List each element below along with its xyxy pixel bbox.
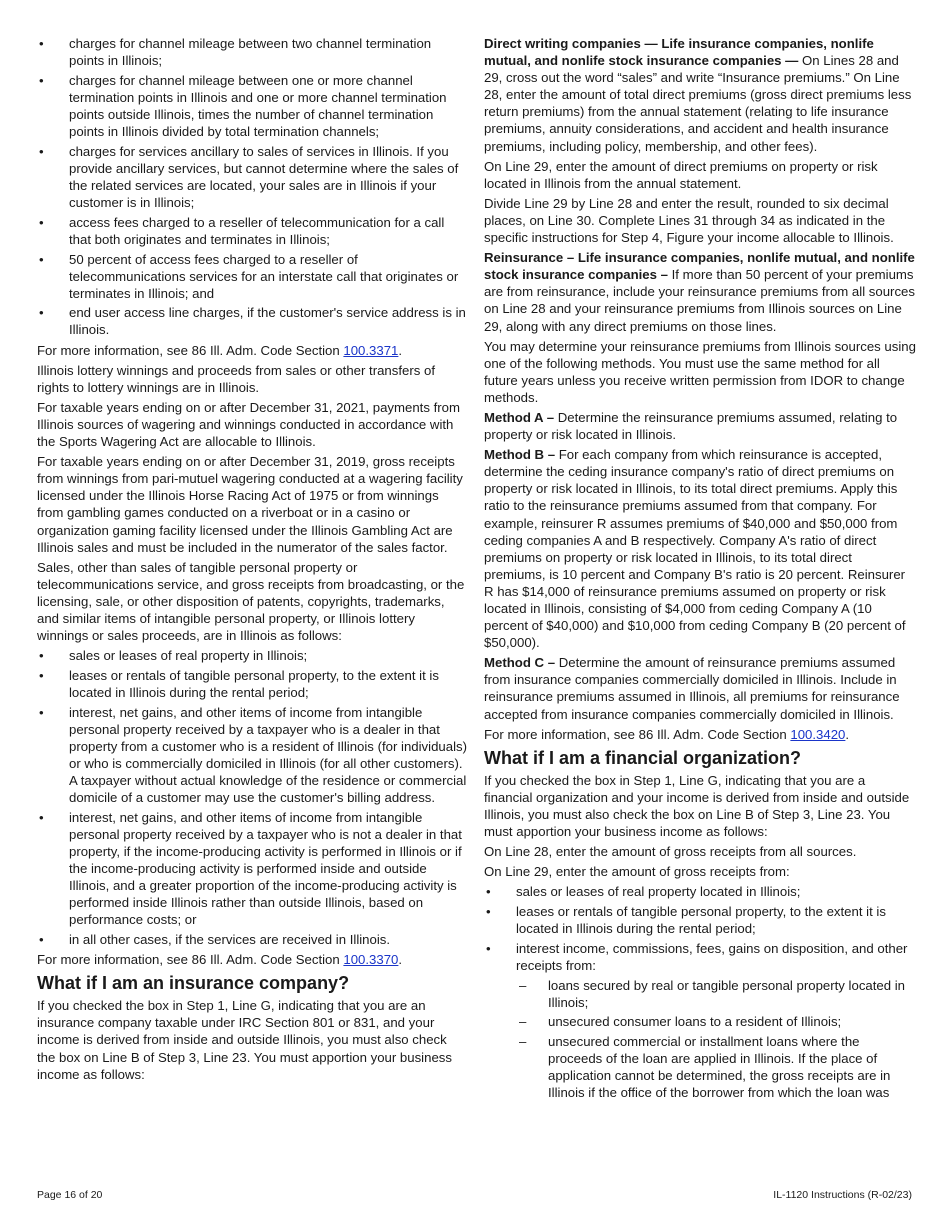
list-item: • sales or leases of real property in Illinois; — [37, 647, 467, 664]
more-info-suffix: . — [398, 952, 403, 968]
line28-gross-paragraph: On Line 28, enter the amount of gross receipts from all sources. — [484, 844, 857, 860]
list-item: • charges for services ancillary to sales of services in Illinois. If you provide ancillary services, but cannot determine where the sales of the related services are located, your sales are in Illinois if your customer is in Illinois; — [37, 143, 467, 211]
method-b-paragraph — [484, 446, 916, 651]
more-info-100-3370 — [37, 951, 467, 968]
pari-mutuel-paragraph: For taxable years ending on or after December 31, 2019, gross receipts from winnings from pari-mutuel wagering conducted at a wagering facility licensed under the Illinois Horse Racing Act of 1975 or from winnings from gambling games conducted on a riverboat or in a casino or organization gaming facility licensed under the Illinois Gambling Act are Illinois sales and must be included in the numerator of the sales factor. — [37, 454, 463, 555]
method-c-paragraph — [484, 654, 916, 722]
list-item: • sales or leases of real property located in Illinois; — [484, 883, 916, 900]
method-b-text: For each company from which reinsurance is accepted, determine the ceding insurance company's ratio of direct premiums on property or risk located in Illinois, to its total direct premiums. Apply this ratio to the reinsurance premiums assumed from that company. For example, reinsurer R assumes premiums of $40,000 and $50,000 from ceding companies A and B respectively. Company A's ratio of direct premiums on property or risk located in Illinois, to its total direct premiums, is 10 percent and Company B's ratio is 20 percent. Reinsurer R has $14,000 of reinsurance premiums assumed on property or risk located in Illinois, consisting of $4,000 from ceding Company A (10 percent of $40,000) and $10,000 from ceding Company B (20 percent of $50,000). — [484, 447, 906, 651]
more-info-suffix: . — [845, 726, 850, 742]
list-item: • interest, net gains, and other items of income from intangible personal property received by a taxpayer who is not a dealer in that property, if the income-producing activity is performed in Illinois or if the income-producing activity is performed inside and outside Illinois, and a greater proportion of the income-producing activity is performed inside Illinois rather than outside Illinois, based on performance costs; or — [37, 809, 467, 929]
method-b-label: Method B – — [484, 447, 556, 463]
more-info-text: For more information, see 86 Ill. Adm. Code Section — [484, 726, 791, 742]
list-item: • charges for channel mileage between two channel termination points in Illinois; — [37, 35, 467, 69]
sales-other-paragraph: Sales, other than sales of tangible personal property or telecommunications service, and gross receipts from broadcasting, or the licensing, sale, or other disposition of patents, copyrights, trademarks, and similar items of intangible personal property, or Illinois lottery winnings or sales proceeds, are in Illinois as follows: — [37, 559, 465, 644]
list-item — [484, 940, 916, 1102]
method-c-text: Determine the amount of reinsurance premiums assumed from insurance companies commercially domiciled in Illinois. Include in reinsurance premiums assumed in Illinois, all premiums for reinsurance accepted from insurance companies commercially domiciled in Illinois. — [484, 655, 900, 722]
sublist-item: – unsecured consumer loans to a resident of Illinois; — [516, 1013, 916, 1030]
more-info-text: For more information, see 86 Ill. Adm. Code Section — [37, 342, 344, 358]
more-info-text: For more information, see 86 Ill. Adm. Code Section — [37, 952, 344, 968]
list-item: • access fees charged to a reseller of telecommunication for a call that both originates and terminates in Illinois; — [37, 214, 467, 248]
reinsurance-label: Reinsurance – Life insurance companies, nonlife mutual, and nonlife stock insurance companies – — [484, 250, 915, 283]
section-100-3420-link[interactable]: 100.3420 — [790, 726, 846, 742]
right-column — [484, 35, 916, 1104]
sports-wagering-paragraph: For taxable years ending on or after December 31, 2021, payments from Illinois sources of wagering and winnings conducted in accordance with the Sports Wagering Act are allocable to Illinois. — [37, 399, 460, 450]
reinsurance-paragraph — [484, 249, 916, 334]
direct-writing-paragraph — [484, 35, 916, 155]
method-a-paragraph — [484, 409, 916, 443]
insurance-company-paragraph: If you checked the box in Step 1, Line G, indicating that you are an insurance company taxable under IRC Section 801 or 831, and your income is derived from inside and outside Illinois, you must also check the box on Line B of Step 3, Line 23. You must apportion your business income as follows: — [37, 998, 452, 1082]
line29-paragraph: On Line 29, enter the amount of direct premiums on property or risk located in Illinois from the annual statement. — [484, 158, 878, 191]
divide-paragraph: Divide Line 29 by Line 28 and enter the result, rounded to six decimal places, on Line 30. Complete Lines 31 through 34 as indicated in the specific instructions for Step 4, Figure your income allocable to Illinois. — [484, 195, 894, 246]
line29-gross-paragraph: On Line 29, enter the amount of gross receipts from: — [484, 864, 790, 880]
direct-writing-label: Direct writing companies — Life insurance companies, nonlife mutual, and nonlife stock insurance companies — — [484, 36, 874, 69]
section-100-3370-link[interactable]: 100.3370 — [343, 952, 399, 968]
more-info-100-3371 — [37, 342, 467, 359]
lottery-paragraph: Illinois lottery winnings and proceeds from sales or other transfers of rights to lottery winnings are in Illinois. — [37, 362, 436, 395]
financial-organization-paragraph: If you checked the box in Step 1, Line G, indicating that you are a financial organization and your income is derived from inside and outside Illinois, you must also check the box on Line B of Step 3, Line 23. You must apportion your business income as follows: — [484, 772, 910, 840]
loan-receipts-sublist — [488, 977, 916, 1102]
list-item-text: interest income, commissions, fees, gains on disposition, and other receipts from: — [516, 940, 908, 973]
sales-in-illinois-list — [37, 647, 467, 948]
gross-receipts-list — [484, 883, 916, 1101]
reinsurance-text: If more than 50 percent of your premiums are from reinsurance, include your reinsurance premiums from all sources on Line 28 and your reinsurance premiums from Illinois sources on Line 29, along with any direct premiums on those lines. — [484, 267, 915, 334]
direct-writing-text: On Lines 28 and 29, cross out the word “sales” and write “Insurance premiums.” On Line 28, enter the amount of total direct premiums (gross direct premiums less return premiums) from the annual statement (relating to life insurance premiums, annuity considerations, and accident and health insurance premiums, including policy, membership, and other fees). — [484, 53, 912, 154]
method-a-text: Determine the reinsurance premiums assumed, relating to property or risk located in Illinois. — [484, 409, 898, 443]
list-item: • charges for channel mileage between one or more channel termination points in Illinois and one or more channel termination points outside Illinois, times the number of channel termination points in Illinois divided by total termination channels; — [37, 72, 467, 140]
sublist-item: – unsecured commercial or installment loans where the proceeds of the loan are applied in Illinois. If the place of application cannot be determined, the gross receipts are in Illinois if the office of the borrower from which the loan was — [516, 1033, 916, 1101]
telecom-charges-list — [37, 35, 467, 339]
section-100-3371-link[interactable]: 100.3371 — [343, 342, 399, 358]
method-c-label: Method C – — [484, 655, 556, 671]
methods-paragraph: You may determine your reinsurance premiums from Illinois sources using one of the following methods. You must use the same method for all future years unless you receive written permission from IDOR to change methods. — [484, 338, 916, 405]
financial-organization-heading: What if I am a financial organization? — [484, 747, 802, 768]
more-info-suffix: . — [398, 342, 403, 358]
list-item: • 50 percent of access fees charged to a reseller of telecommunications services for an interstate call that originates or terminates in Illinois; and — [37, 251, 467, 302]
left-column — [37, 35, 467, 1086]
method-a-label: Method A – — [484, 409, 555, 425]
list-item: • leases or rentals of tangible personal property, to the extent it is located in Illinois during the rental period; — [484, 903, 916, 937]
list-item: • interest, net gains, and other items of income from intangible personal property received by a taxpayer who is a dealer in that property from a customer who is a resident of Illinois (for individuals) or who is commercially domiciled in Illinois (for all other customers). A taxpayer without actual knowledge of the residence or commercial domicile of a customer may use the customer's billing address. — [37, 704, 467, 807]
sublist-item: – loans secured by real or tangible personal property located in Illinois; — [516, 977, 916, 1011]
more-info-100-3420 — [484, 726, 916, 743]
list-item: • end user access line charges, if the customer's service address is in Illinois. — [37, 304, 467, 338]
page-number: Page 16 of 20 — [37, 1189, 103, 1201]
list-item: • in all other cases, if the services are received in Illinois. — [37, 931, 467, 948]
insurance-company-heading: What if I am an insurance company? — [37, 973, 350, 994]
list-item: • leases or rentals of tangible personal property, to the extent it is located in Illinois during the rental period; — [37, 667, 467, 701]
form-identifier: IL-1120 Instructions (R-02/23) — [773, 1189, 912, 1201]
